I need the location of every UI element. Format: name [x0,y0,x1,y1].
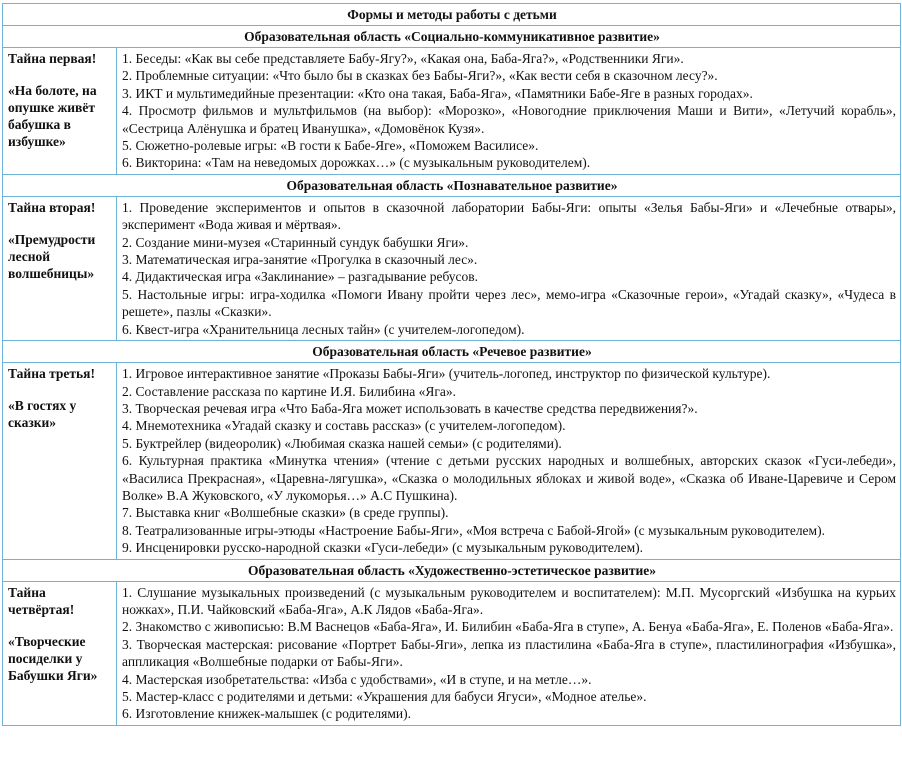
list-item: 5. Настольные игры: игра-ходилка «Помоги Ивану пройти через лес», мемо-игра «Сказочные герои», «Угадай сказку», «Чудеса в решете», пазлы «Сказки». [122,286,897,320]
area-header-cognitive: Образовательная область «Познавательное развитие» [3,174,901,196]
secret-cell-3 [3,363,117,559]
list-item: 1. Игровое интерактивное занятие «Проказы Бабы-Яги» (учитель-логопед, инструктор по физической культуре). [122,366,771,382]
area-header-row-2 [3,174,901,196]
list-item: 7. Выставка книг «Волшебные сказки» (в среде группы). [122,505,449,521]
list-item: 4. Просмотр фильмов и мультфильмов (на выбор): «Морозко», «Новогодние приключения Маши и Вити», «Летучий корабль», «Сестрица Алёнушка и братец Иванушка», «Домовёнок Кузя». [122,103,897,136]
content-cell-3 [117,363,901,559]
list-item: 2. Составление рассказа по картине И.Я. Билибина «Яга». [122,383,457,399]
content-cell-4 [117,581,901,725]
list-item: 5. Буктрейлер (видеоролик) «Любимая сказка нашей семьи» (с родителями). [122,435,562,451]
secret-cell-1 [3,48,117,175]
secret-title-2: Тайна вторая! [8,199,96,215]
list-item: 6. Изготовление книжек-малышек (с родителями). [122,706,412,722]
table-title-row [3,4,901,26]
table-row [3,581,901,725]
secret-title-4: Тайна четвёртая! [8,584,75,617]
list-item: 3. ИКТ и мультимедийные презентации: «Кто она такая, Баба-Яга», «Памятники Бабе-Яге в разных городах». [122,85,753,101]
list-item: 6. Культурная практика «Минутка чтения» (чтение с детьми русских народных и волшебных, авторских сказок «Гуси-лебеди», «Василиса Прекрасная», «Царевна-лягушка», «Сказка о молодильных яблоках и живой воде», «Сказка об Иване-Царевиче и Сером Волке» В.А Жуковского, «У лукоморья…» А.С Пушкина). [122,453,897,503]
secret-cell-4 [3,581,117,725]
content-cell-1 [117,48,901,175]
area-header-row-3 [3,341,901,363]
table-row [3,363,901,559]
list-item: 9. Инсценировки русско-народной сказки «Гуси-лебеди» (с музыкальным руководителем). [122,540,643,556]
secret-subtitle-3: «В гостях у сказки» [8,398,77,431]
secret-title-1: Тайна первая! [8,51,97,66]
area-header-speech: Образовательная область «Речевое развитие» [3,341,901,363]
secret-title-3: Тайна третья! [8,366,95,382]
list-item: 4. Мнемотехника «Угадай сказку и составь рассказ» (с учителем-логопедом). [122,418,566,434]
secret-cell-2 [3,196,117,340]
list-item: 3. Математическая игра-занятие «Прогулка в сказочный лес». [122,252,478,268]
table-body [3,4,901,726]
secret-subtitle-4: «Творческие посиделки у Бабушки Яги» [8,633,98,683]
secret-subtitle-1: «На болоте, на опушке живёт бабушка в избушке» [8,83,97,149]
list-item: 2. Знакомство с живописью: В.М Васнецов «Баба-Яга», И. Билибин «Баба-Яга в ступе», А. Бенуа «Баба-Яга», Е. Поленов «Баба-Яга». [122,619,894,635]
secret-subtitle-2: «Премудрости лесной волшебницы» [8,231,96,281]
list-item: 5. Мастер-класс с родителями и детьми: «Украшения для бабуси Ягуси», «Модное ателье». [122,689,647,704]
list-item: 6. Квест-игра «Хранительница лесных тайн» (с учителем-логопедом). [122,321,525,337]
list-item: 3. Творческая мастерская: рисование «Портрет Бабы-Яги», лепка из пластилина «Баба-Яга в ступе», пластилинография «Избушка», аппликация «Волшебные подарки от Бабы-Яги». [122,636,897,670]
list-item: 1. Беседы: «Как вы себе представляете Бабу-Ягу?», «Какая она, Баба-Яга?», «Родственники Яги». [122,51,684,66]
list-item: 5. Сюжетно-ролевые игры: «В гости к Бабе-Яге», «Поможем Василисе». [122,138,539,154]
list-item: 3. Творческая речевая игра «Что Баба-Яга может использовать в качестве средства передвижения?». [122,400,698,416]
list-item: 4. Мастерская изобретательства: «Изба с удобствами», «И в ступе, и на метле…». [122,671,592,687]
forms-and-methods-table [2,3,901,726]
list-item: 2. Создание мини-музея «Старинный сундук бабушки Яги». [122,234,469,250]
list-item: 1. Проведение экспериментов и опытов в сказочной лаборатории Бабы-Яги: опыты «Зелья Бабы-Яги» и «Лечебные отвары», эксперимент «Вода живая и мёртвая». [122,199,897,233]
area-header-row-1 [3,26,901,48]
document-title: Формы и методы работы с детьми [3,4,901,26]
list-item: 4. Дидактическая игра «Заклинание» – разгадывание ребусов. [122,269,479,285]
list-item: 8. Театрализованные игры-этюды «Настроение Бабы-Яги», «Моя встреча с Бабой-Ягой» (с музыкальным руководителем). [122,522,825,538]
table-row [3,196,901,340]
area-header-row-4 [3,559,901,581]
area-header-social-communicative: Образовательная область «Социально-коммуникативное развитие» [3,26,901,48]
list-item: 6. Викторина: «Там на неведомых дорожках…» (с музыкальным руководителем). [122,155,591,171]
list-item: 1. Слушание музыкальных произведений (с музыкальным руководителем и воспитателем): М.П. Мусоргский «Избушка на курьих ножках», П.И. Чайковский «Баба-Яга», А.К Лядов «Баба-Яга». [122,584,897,617]
content-cell-2 [117,196,901,340]
table-row [3,48,901,175]
list-item: 2. Проблемные ситуации: «Что было бы в сказках без Бабы-Яги?», «Как вести себя в сказочном лесу?». [122,68,718,84]
area-header-artistic-aesthetic: Образовательная область «Художественно-эстетическое развитие» [3,559,901,581]
